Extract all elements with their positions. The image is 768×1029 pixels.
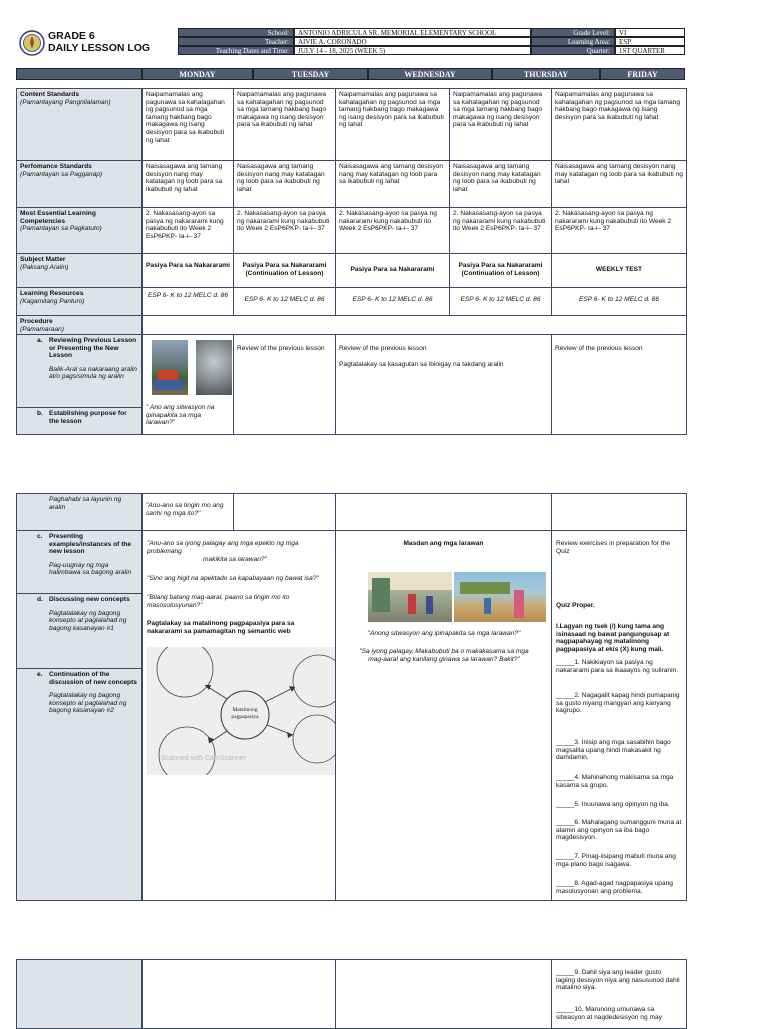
quiz-instructions: I.Lagyan ng tsek (/) kung tama ang isinasaad ng bawat pangungusap at nagpapahayag ng matalinong pagpapasiya at ekis (X) kung mali. — [556, 623, 670, 653]
wed-review2: Pagtatalakay sa kasagutan sa ibinigay na takdang aralin — [339, 360, 504, 368]
teacher-label: Teacher: — [178, 37, 294, 46]
day-header-wednesday: WEDNESDAY — [368, 68, 492, 80]
label-sub: (Pamantayan sa Pagganap) — [20, 170, 103, 178]
step-b-mon — [142, 493, 234, 531]
step-e-label — [16, 668, 142, 901]
label-sub: (Pamantayang Pangnilalaman) — [20, 98, 111, 106]
step-b-label-cont — [16, 493, 142, 531]
quiz-item-10: _____10. Marunong umunawa sa sitwasyon at nagdedesisyon ng may — [556, 1006, 662, 1021]
page3-mon-tue — [142, 959, 336, 1029]
label-sub: (Pamamaraan) — [20, 325, 64, 333]
area-value: ESP — [615, 37, 685, 46]
step-title: Discussing new concepts — [49, 596, 130, 603]
step-c-label — [16, 530, 142, 594]
label-text: Procedure — [20, 318, 53, 325]
competencies-thu: 2. Nakasasang-ayon sa pasya ng nakararami kung nakabubuti ito Week 2 EsP6PKP- Ia-i– 37 — [449, 207, 552, 254]
subject-mon: Pasiya Para sa Nakararami — [142, 253, 234, 288]
performance-standards-mon: Naisasagawa ang tamang desisyon nang may katatagan ng loob para sa ikabubuti ng lahat — [142, 160, 234, 208]
step-letter: a. — [37, 337, 43, 344]
resources-tue: ESP 6- K to 12 MELC d. 86 — [233, 287, 336, 316]
label-text: Most Essential Learning Competencies — [20, 210, 96, 225]
subject-tue: Pasiya Para sa Nakararami (Continuation of Lesson) — [233, 253, 336, 288]
page3-fri — [551, 959, 687, 1029]
day-header-thursday: THURSDAY — [492, 68, 600, 80]
quiz-item-3: _____3. Inisip ang mga sasabihin bago magsalita upang hindi makasakit ng damdamin. — [556, 739, 671, 762]
quiz-item-5: _____5. Inuunawa ang opinyon ng iba. — [556, 801, 670, 808]
school-label: School: — [178, 28, 294, 37]
quiz-item-1: _____1. Nakikiayon sa pasiya ng nakararami para sa ikaaayos ng suliranin. — [556, 659, 679, 674]
content-standards-fri: Naipamamalas ang pagunawa sa kahalagahan ng pagsunod sa mga tamang hakbang bago makagawa ng isang desisyon para sa ikabubuti ng lahat — [551, 88, 687, 161]
area-label: Learning Area: — [531, 37, 615, 46]
step-b-label — [16, 407, 142, 435]
step-title: Continuation of the discussion of new concepts — [49, 671, 137, 686]
quiz-title: Quiz Proper. — [556, 602, 595, 609]
tue-task: Pagtalakay sa matalinong pagpapasiya para sa nakararami sa pamamagitan ng semantic web — [147, 620, 295, 635]
web-node-bottom-left — [159, 727, 215, 775]
procedure-blank — [142, 315, 687, 335]
flood-photo — [152, 340, 188, 395]
label-sub: (Pamantayan sa Pagkatuto) — [20, 225, 102, 233]
step-title: Establishing purpose for the lesson — [49, 410, 127, 425]
steps-cde-wed-thu — [335, 530, 552, 901]
web-center-label: Matalinong pagpapasiya — [231, 707, 259, 720]
content-standards-tue: Naipamamalas ang pagunawa sa kahalagahan ng pagsunod sa mga tamang hakbang bago makagawa ng isang desisyon para sa ikabubuti ng lahat — [233, 88, 336, 161]
step-sub: Pagtatalakay ng bagong konsepto at paglalahad ng bagong kasanayan #2 — [49, 692, 127, 715]
quiz-item-9: _____9. Dahil siya ang leader gusto lagiing desisyon niya ang nasusunod dahil matalino siya. — [556, 969, 680, 992]
dates-label: Teaching Dates and Time: — [178, 46, 294, 55]
competencies-fri: 2. Nakasasang-ayon sa pasya ng nakararami kung nakabubuti ito Week 2 EsP6PKP- Ia-i– 37 — [551, 207, 687, 254]
steps-cde-mon-tue — [142, 530, 336, 901]
step-a-mon — [142, 334, 234, 435]
wed-q1: "Anong sitwasyon ang ipinapakita sa mga larawan?" — [367, 630, 521, 637]
resources-mon: ESP 6- K to 12 MELC d. 86 — [142, 287, 234, 316]
web-node-top-left — [157, 647, 213, 697]
question-b: "Anu-ano sa tingin mo ang sanhi ng mga ito?" — [146, 502, 224, 517]
row-label-subject-matter — [16, 253, 142, 288]
title-dll: DAILY LESSON LOG — [48, 42, 151, 54]
resources-thu: ESP 6- K to 12 MELC d. 86 — [449, 287, 552, 316]
content-standards-thu: Naipamamalas ang pagunawa sa kahalagahan ng pagsunod sa mga tamang hakbang bago makagawa ng isang desisyon para sa ikabubuti ng lahat — [449, 88, 552, 161]
page3-label-col — [16, 959, 142, 1029]
grade-label: Grade Level: — [531, 28, 615, 37]
performance-standards-thu: Naisasagawa ang tamang desisyon nang may katatagan ng loob para sa ikabubuti ng lahat — [449, 160, 552, 208]
step-b-fri — [551, 493, 687, 531]
subject-thu: Pasiya Para sa Nakararami (Continuation of Lesson) — [449, 253, 552, 288]
smoke-photo — [196, 340, 232, 395]
row-label-resources — [16, 287, 142, 316]
competencies-wed: 2. Nakasasang-ayon sa pasya ng nakararami kung nakabubuti ito Week 2 EsP6PKP- Ia-i– 37 — [335, 207, 450, 254]
web-node-bottom-right — [293, 715, 336, 763]
school-value: ANTONIO ADRICULA SR. MEMORIAL ELEMENTARY SCHOOL — [294, 28, 531, 37]
quiz-item-8: _____8. Agad-agad nagpapasiya upang masolusyonan ang problema. — [556, 880, 673, 895]
resources-fri: ESP 6- K to 12 MELC d. 86 — [551, 287, 687, 316]
step-letter: c. — [37, 533, 43, 540]
day-header-friday: FRIDAY — [600, 68, 685, 80]
wed-look: Masdan ang mga larawan — [403, 540, 484, 547]
day-header-monday: MONDAY — [142, 68, 253, 80]
step-a-wed-thu — [335, 334, 552, 435]
step-b-tue — [233, 493, 336, 531]
label-text: Perfomance Standards — [20, 163, 92, 170]
dates-value: JULY 14 - 18, 2025 (WEEK 5) — [294, 46, 531, 55]
content-standards-wed: Naipamamalas ang pagunawa sa kahalagahan ng pagsunod sa mga tamang hakbang bago makagawa ng isang desisyon para sa ikabubuti ng lahat — [335, 88, 450, 161]
resources-wed: ESP 6- K to 12 MELC d. 86 — [335, 287, 450, 316]
label-text: Content Standards — [20, 91, 79, 98]
label-text: Learning Resources — [20, 290, 84, 297]
tue-q1b: makikita sa larawan?" — [203, 556, 267, 563]
quarter-label: Quarter: — [531, 46, 615, 55]
wed-q2: "Sa iyong palagay, Makabubuti ba o makakasama sa mga mag-aaral ang kanilang ginawa sa larawan? Bakit?" — [359, 648, 529, 663]
row-label-performance-standards — [16, 160, 142, 208]
label-sub: (Paksang Aralin) — [20, 263, 69, 271]
day-header-tuesday: TUESDAY — [253, 68, 368, 80]
row-label-procedure — [16, 315, 142, 335]
step-sub: Pag-uugnay ng mga halimbawa sa bagong aralin — [49, 561, 132, 577]
children-playing-photo — [454, 572, 546, 622]
row-label-content-standards — [16, 88, 142, 161]
label-sub: (Kagamitang Panturo) — [20, 297, 85, 305]
step-title: Presenting examples/instances of the new lesson — [49, 533, 132, 556]
question-a: " Ano ang sitwasyon na ipinapakita sa mga larawan?" — [146, 404, 215, 427]
step-a-fri: Review of the previous lesson — [551, 334, 687, 435]
quiz-item-2: _____2. Nagagalit kapag hindi pumapanig sa gusto niyang mangyari ang kanyang kagrupo. — [556, 692, 680, 715]
page3-wed-thu — [335, 959, 552, 1029]
title-grade: GRADE 6 — [48, 30, 95, 42]
performance-standards-wed: Naisasagawa ang tamang desisyon nang may katatagan ng loob para sa ikabubuti ng lahat — [335, 160, 450, 208]
step-title: Reviewing Previous Lesson or Presenting the New Lesson — [49, 337, 137, 360]
step-sub: Paghahabi sa layunin ng aralin — [49, 496, 122, 511]
competencies-tue: 2. Nakasasang-ayon sa pasya ng nakararami kung nakabubuti ito Week 2 EsP6PKP- Ia-i– 37 — [233, 207, 336, 254]
tue-q1: "Anu-ano sa iyong palagay ang mga epekto ng mga problemang — [147, 540, 299, 555]
performance-standards-fri: Naisasagawa ang tamang desisyon nang may katatagan ng loob para sa ikabubuti ng lahat — [551, 160, 687, 208]
tue-q2: "Sino ang higit na apektado sa kapabayaan ng bawat isa?" — [147, 575, 319, 582]
step-d-label — [16, 593, 142, 669]
step-sub: Balik-Aral sa nakaraang aralin at/o pagsisimula ng aralin — [49, 365, 137, 381]
step-letter: e. — [37, 671, 43, 678]
day-header-blank — [16, 68, 142, 80]
row-label-competencies — [16, 207, 142, 254]
label-text: Subject Matter — [20, 256, 66, 263]
subject-wed: Pasiya Para sa Nakararami — [335, 253, 450, 288]
step-letter: b. — [37, 410, 43, 417]
quarter-value: 1ST QUARTER — [615, 46, 685, 55]
step-letter: d. — [37, 596, 43, 603]
quiz-item-6: _____6. Mahalagang sumangguni muna at alamin ang opinyon sa iba bago magdesisyon. — [556, 819, 682, 842]
content-standards-mon: Naipamamalas ang pagunawa sa kahalagahan ng pagsunod sa mga tamang hakbang bago makagawa ng isang desisyon para sa ikabubuti ng lahat — [142, 88, 234, 161]
step-sub: Pagtatalakay ng bagong konsepto at paglalahad ng bagong kasanayan #1 — [49, 609, 127, 632]
fri-review-ex: Review exercises in preparation for the Quiz — [556, 540, 670, 555]
quiz-item-4: _____4. Mahinahong makisama sa mga kasama sa grupo. — [556, 774, 674, 789]
deped-seal — [19, 30, 45, 56]
performance-standards-tue: Naisasagawa ang tamang desisyon nang may katatagan ng loob para sa ikabubuti ng lahat — [233, 160, 336, 208]
semantic-web — [147, 647, 336, 775]
wed-review: Review of the previous lesson — [339, 345, 427, 352]
step-a-label — [16, 334, 142, 408]
subject-fri: WEEKLY TEST — [551, 253, 687, 288]
step-a-tue: Review of the previous lesson — [233, 334, 336, 435]
quiz-item-7: _____7. Pinag-iisipang mabuti muna ang mga plano bago isagawa. — [556, 853, 676, 868]
steps-cde-fri — [551, 530, 687, 901]
tue-q3: "Bilang batang mag-aaral, paano sa tingin mo ito masosolusyunan?" — [147, 594, 290, 609]
teacher-value: AIVIE A. CORONADO — [294, 37, 531, 46]
competencies-mon: 2. Nakasasang-ayon sa pasya ng nakararami kung nakabubuti ito Week 2 EsP6PKP- Ia-i– 37 — [142, 207, 234, 254]
step-b-wed-thu — [335, 493, 552, 531]
camscanner-watermark: Scanned with CamScanner — [161, 755, 246, 762]
web-node-top-right — [293, 655, 336, 707]
students-hallway-photo — [368, 572, 452, 622]
grade-value: VI — [615, 28, 685, 37]
